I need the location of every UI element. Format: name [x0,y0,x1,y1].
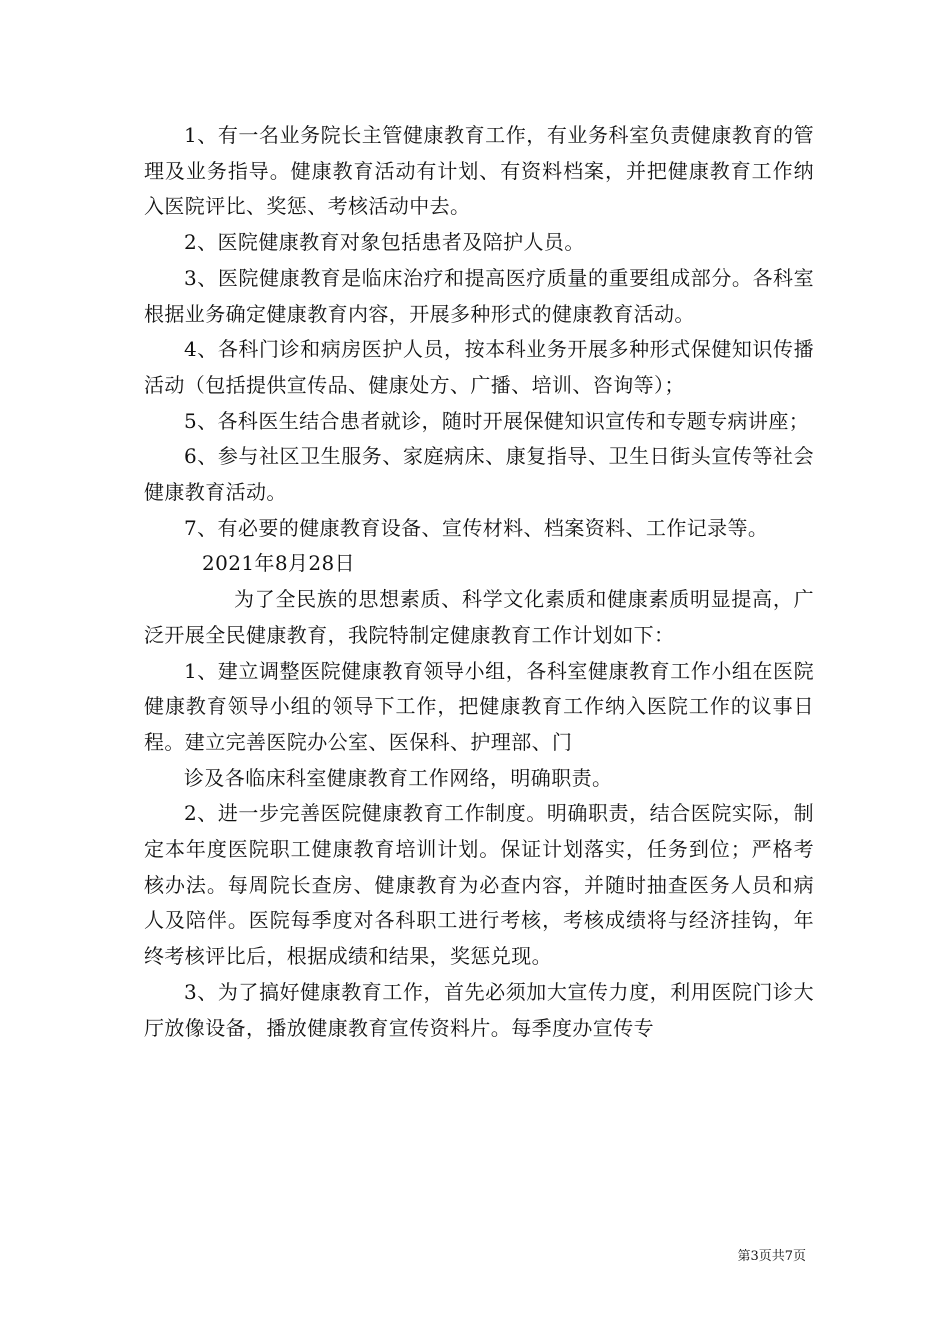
date-line: 2021年8月28日 [202,551,356,576]
plan-item-3: 3、为了搞好健康教育工作，首先必须加大宣传力度，利用医院门诊大厅放像设备，播放健康教育宣传资料片。每季度办宣传专 [144,979,814,1040]
paragraph-1: 1、有一名业务院长主管健康教育工作，有业务科室负责健康教育的管理及业务指导。健康教育活动有计划、有资料档案，并把健康教育工作纳入医院评比、奖惩、考核活动中去。 [144,123,814,219]
plan-item-2: 2、进一步完善医院健康教育工作制度。明确职责，结合医院实际，制定本年度医院职工健康教育培训计划。保证计划落实，任务到位；严格考核办法。每周院长查房、健康教育为必查内容，并随时抽查医务人员和病人及陪伴。医院每季度对各科职工进行考核，考核成绩将与经济挂钩，年终考核评比后，根据成绩和结果，奖惩兑现。 [144,801,814,969]
paragraph-2: 2、医院健康教育对象包括患者及陪护人员。 [184,230,585,255]
paragraph-5: 5、各科医生结合患者就诊，随时开展保健知识宣传和专题专病讲座； [184,408,810,433]
plan-item-1-continued: 诊及各临床科室健康教育工作网络，明确职责。 [184,765,613,790]
document-body [144,118,814,1046]
paragraph-7: 7、有必要的健康教育设备、宣传材料、档案资料、工作记录等。 [184,515,769,540]
paragraph-3: 3、医院健康教育是临床治疗和提高医疗质量的重要组成部分。各科室根据业务确定健康教育内容，开展多种形式的健康教育活动。 [144,265,814,326]
plan-intro: 为了全民族的思想素质、科学文化素质和健康素质明显提高，广泛开展全民健康教育，我院特制定健康教育工作计划如下： [144,587,814,647]
paragraph-4: 4、各科门诊和病房医护人员，按本科业务开展多种形式保健知识传播活动（包括提供宣传品、健康处方、广播、培训、咨询等）； [144,337,814,397]
plan-item-1: 1、建立调整医院健康教育领导小组，各科室健康教育工作小组在医院健康教育领导小组的领导下工作，把健康教育工作纳入医院工作的议事日程。建立完善医院办公室、医保科、护理部、门 [144,658,814,754]
paragraph-6: 6、参与社区卫生服务、家庭病床、康复指导、卫生日街头宣传等社会健康教育活动。 [144,444,814,505]
page-number: 第3页共7页 [737,1249,806,1264]
